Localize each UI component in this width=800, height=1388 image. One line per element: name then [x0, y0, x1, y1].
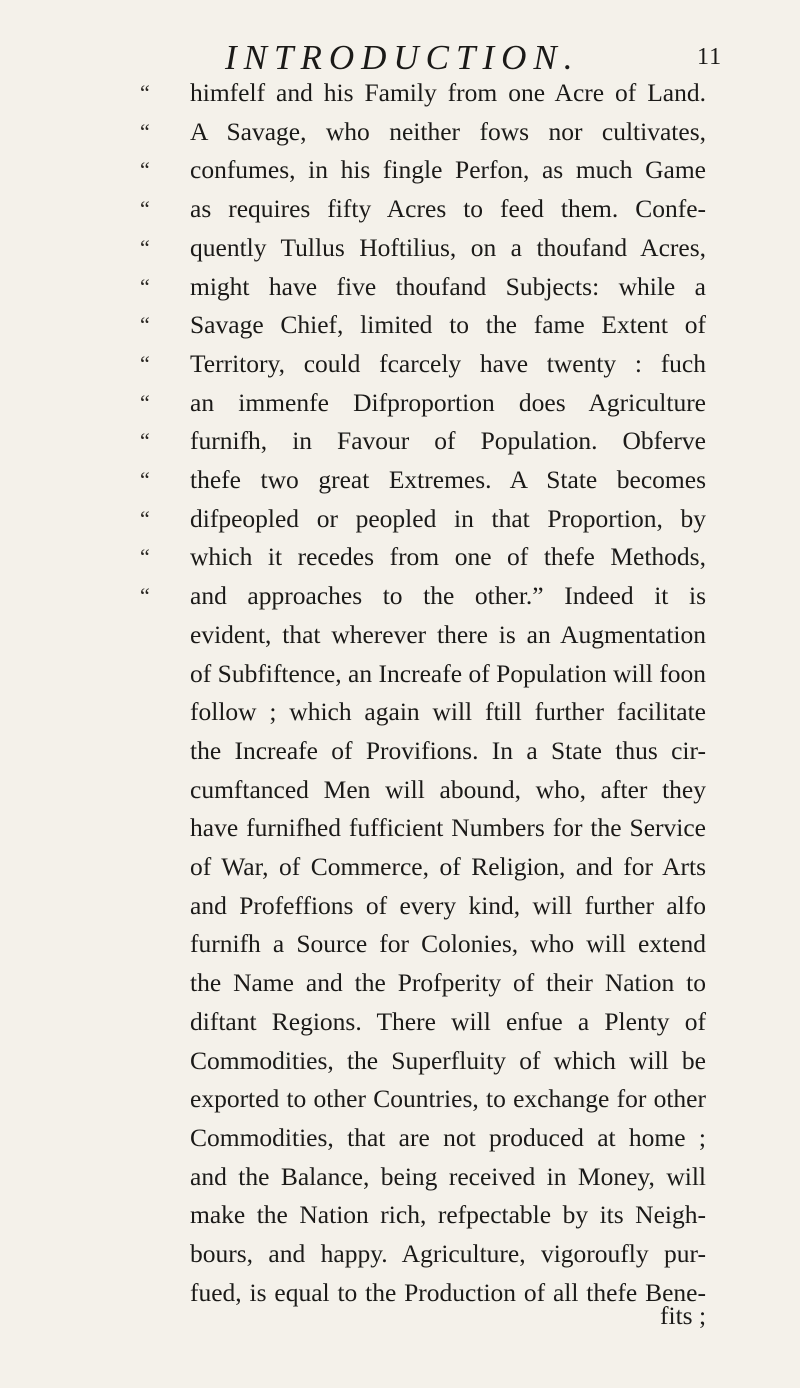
text-line: make the Nation rich, refpectable by its Neigh- — [190, 1200, 706, 1230]
quotation-mark: “ — [140, 273, 150, 299]
text-line: the Name and the Profperity of their Nation to — [190, 968, 706, 998]
text-line: as requires fifty Acres to feed them. Confe- — [190, 194, 706, 224]
running-header: INTRODUCTION. — [225, 38, 580, 77]
text-line: cumftanced Men will abound, who, after they — [190, 774, 706, 804]
text-line: furnifh a Source for Colonies, who will extend — [190, 929, 706, 959]
text-line: Savage Chief, limited to the fame Extent of — [190, 310, 706, 340]
quotation-mark: “ — [140, 505, 150, 531]
text-line: might have five thoufand Subjects: while a — [190, 271, 706, 301]
text-line: furnifh, in Favour of Population. Obferve — [190, 426, 706, 456]
quotation-mark: “ — [140, 544, 150, 570]
text-line: himfelf and his Family from one Acre of Land. — [190, 78, 706, 107]
text-line: A Savage, who neither fows nor cultivates, — [190, 116, 706, 146]
quotation-mark: “ — [140, 312, 150, 338]
text-line: fued, is equal to the Production of all thefe Bene- — [190, 1277, 706, 1307]
quotation-mark: “ — [140, 80, 150, 105]
quotation-mark: “ — [140, 389, 150, 415]
quotation-mark: “ — [140, 350, 150, 376]
text-line: thefe two great Extremes. A State becomes — [190, 465, 706, 494]
text-line: of Subfiftence, an Increafe of Population will foon — [190, 658, 706, 688]
page-number: 11 — [697, 44, 723, 70]
quotation-mark: “ — [140, 157, 150, 183]
text-line: and Profeffions of every kind, will further alfo — [190, 890, 706, 920]
text-line: bours, and happy. Agriculture, vigoroufly pur- — [190, 1239, 706, 1268]
quotation-mark: “ — [140, 428, 150, 454]
catchword: fits ; — [660, 1301, 707, 1330]
text-line: difpeopled or peopled in that Proportion, by — [190, 503, 706, 533]
text-line: and the Balance, being received in Money, will — [190, 1161, 706, 1191]
text-line: evident, that wherever there is an Augmentation — [190, 619, 706, 649]
text-line: quently Tullus Hoftilius, on a thoufand Acres, — [190, 232, 706, 262]
text-line: follow ; which again will ftill further facilitate — [190, 697, 706, 727]
text-line: Territory, could fcarcely have twenty : fuch — [190, 348, 706, 378]
text-line: which it recedes from one of thefe Methods, — [190, 542, 706, 572]
text-line: diftant Regions. There will enfue a Plenty of — [190, 1006, 706, 1036]
text-line: and approaches to the other.” Indeed it is — [190, 581, 706, 611]
text-line: exported to other Countries, to exchange for other — [190, 1084, 706, 1114]
quotation-mark: “ — [140, 118, 150, 144]
text-line: confumes, in his fingle Perfon, as much Game — [190, 155, 706, 185]
quotation-mark: “ — [140, 196, 150, 222]
quotation-mark: “ — [140, 583, 150, 609]
text-line: Commodities, the Superfluity of which will be — [190, 1045, 706, 1075]
text-line: of War, of Commerce, of Religion, and for Arts — [190, 852, 706, 881]
quotation-mark: “ — [140, 234, 150, 260]
quotation-mark: “ — [140, 467, 150, 492]
text-line: Commodities, that are not produced at home ; — [190, 1122, 706, 1152]
text-line: the Increafe of Provifions. In a State thus cir- — [190, 735, 706, 765]
text-line: an immenfe Difproportion does Agriculture — [190, 387, 706, 417]
text-line: have furnifhed fufficient Numbers for the Service — [190, 813, 706, 843]
